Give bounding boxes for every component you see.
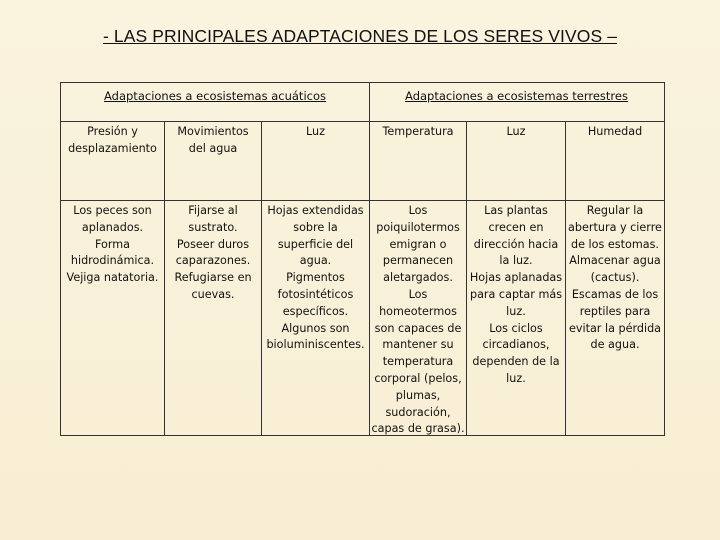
group-label-aquatic: Adaptaciones a ecosistemas acuáticos (104, 89, 326, 103)
cell-luz-aquatic: Hojas extendidas sobre la superficie del agua. Pigmentos fotosintéticos específicos. Algunos son bioluminiscentes. (266, 204, 365, 352)
header-luz-terrestrial: Luz (506, 125, 526, 138)
cell-temperatura: Los poiquilotermos emigran o permanecen aletargados. Los homeotermos son capaces de mantener su temperatura corporal (pelos, plumas, sudoración, capas de grasa). (371, 204, 465, 436)
header-presion: Presión y desplazamiento (68, 125, 157, 155)
header-movimientos: Movimientos del agua (177, 125, 249, 155)
divider-under-groups (61, 121, 664, 122)
page-title: - LAS PRINCIPALES ADAPTACIONES DE LOS SERES VIVOS – (102, 26, 618, 46)
group-header-aquatic (61, 83, 369, 121)
group-label-terrestrial: Adaptaciones a ecosistemas terrestres (405, 89, 628, 103)
adaptations-table (60, 82, 665, 436)
header-temperatura: Temperatura (382, 125, 454, 138)
divider-under-headers (61, 200, 664, 201)
cell-movimientos: Fijarse al sustrato. Poseer duros caparazones. Refugiarse en cuevas. (174, 204, 252, 301)
header-humedad: Humedad (587, 125, 643, 138)
cell-humedad: Regular la abertura y cierre de los estomas. Almacenar agua (cactus). Escamas de los reptiles para evitar la pérdida de agua. (568, 204, 662, 352)
header-luz-aquatic: Luz (306, 125, 325, 138)
cell-presion: Los peces son aplanados. Forma hidrodinámica. Vejiga natatoria. (66, 204, 159, 285)
cell-luz-terrestrial: Las plantas crecen en dirección hacia la luz. Hojas aplanadas para captar más luz. Los ciclos circadianos, dependen de la luz. (469, 204, 563, 385)
group-header-terrestrial (369, 83, 664, 121)
